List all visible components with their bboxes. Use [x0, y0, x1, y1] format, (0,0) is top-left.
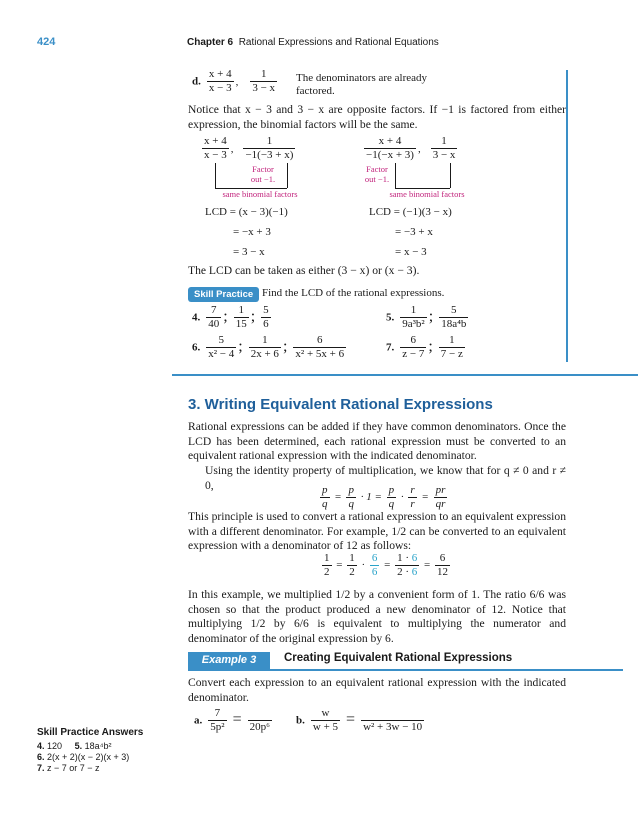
- chapter-title: Rational Expressions and Rational Equations: [238, 37, 439, 48]
- factor-note: Factor out −1.: [364, 164, 390, 184]
- notice-text: Notice that x − 3 and 3 − x are opposite factors. If −1 is factored from either expression, the binomial factors will be the same.: [188, 103, 566, 131]
- lcd-right: LCD = (−1)(3 − x) = −3 + x = x − 3: [369, 206, 452, 258]
- chapter-label: Chapter 6: [187, 37, 234, 48]
- fraction: $\frac{1}{-1(-3 + x)}$: [245, 135, 294, 161]
- example-title: Creating Equivalent Rational Expressions: [284, 652, 513, 664]
- example-part-a: a. $\frac{7}{\text{5p²}}$ = 20p⁶: [194, 707, 270, 733]
- part-d-label: d.: [192, 75, 201, 88]
- part-d-note: The denominators are already factored.: [296, 72, 428, 97]
- right-fractions: $\frac{x + 4}{-1(-x + 3)}$ , $\frac{1}{3 - x}$: [366, 135, 456, 161]
- section-para3: This principle is used to convert a rational expression to an equivalent expression with a different denominator. For example, 1/2 can be converted to an equivalent expression with a denominator of 12 as follows:: [188, 510, 566, 552]
- factor-note: Factor out −1.: [250, 164, 276, 184]
- problem-7: 7. $\frac{6}{z - 7}$ ; $\frac{1}{7 - z}$: [386, 334, 463, 360]
- same-binomial-label: same binomial factors: [222, 189, 298, 199]
- skill-practice-instruction: Find the LCD of the rational expressions.: [262, 287, 445, 299]
- skill-practice-tag: Skill Practice: [188, 287, 259, 302]
- problem-5: 5. $\frac{1}{\text{9a³b²}}$ ; $\frac{5}{\text{18a⁴b}}$: [386, 304, 467, 330]
- section-para4: In this example, we multiplied 1/2 by a convenient form of 1. The ratio 6/6 was chosen so that the product produced a new denominator of 12. Notice that multiplying 1/2 by 6/6 is equivalent to multiplying the numerator and denominator of the original expression by 6.: [188, 588, 566, 645]
- answers-title: Skill Practice Answers: [37, 727, 144, 738]
- example-equation: $\frac{1}{2}$ = $\frac{1}{2}$ · $\frac{6}{6}$ = $\frac{1 \cdot 6}{2 \cdot 6}$ = $\frac{6}{12}$: [324, 552, 448, 578]
- page-number: 424: [37, 36, 56, 48]
- section-divider: [172, 374, 638, 376]
- example-divider: [188, 669, 623, 671]
- part-d: d. $\frac{x + 4}{x - 3}$ , $\frac{1}{3 - x}$: [192, 68, 276, 94]
- left-fractions: $\frac{x + 4}{x - 3}$ , $\frac{1}{-1(-3 + x)}$: [204, 135, 294, 161]
- fraction: $\frac{x + 4}{x - 3}$: [204, 135, 227, 161]
- example-tag: Example 3: [188, 652, 270, 669]
- identity-equation: $\frac{p}{q}$ = $\frac{p}{q}$ · 1 = $\frac{p}{q}$ · $\frac{r}{r}$ = $\frac{pr}{qr}$: [322, 484, 446, 510]
- problem-4: 4. $\frac{7}{40}$ ; $\frac{1}{15}$ ; $\frac{5}{6}$: [192, 304, 269, 330]
- fraction: $\frac{1}{3 - x}$: [432, 135, 456, 161]
- margin-rule: [566, 70, 568, 362]
- problem-6: 6. $\frac{5}{\text{x² − 4}}$ ; $\frac{1}{2x + 6}$ ; $\frac{6}{\text{x² + 5x + 6}}$: [192, 334, 345, 360]
- section-para2: Using the identity property of multiplication, we know that for q ≠ 0 and r ≠ 0,: [205, 464, 566, 492]
- section-para1: Rational expressions can be added if they have common denominators. Once the LCD has been determined, each rational expression must be converted to an equivalent rational expression with the indicated denominator.: [188, 420, 566, 462]
- fraction: $\frac{x + 4}{-1(-x + 3)}$: [366, 135, 414, 161]
- example-instruction: Convert each expression to an equivalent rational expression with the indicated denominator.: [188, 676, 566, 704]
- example-part-b: b. $\frac{w}{w + 5}$ = w² + 3w − 10: [296, 707, 423, 733]
- chapter-header: [187, 37, 439, 48]
- answers-list: 4. 120 5. 18a⁴b² 6. 2(x + 2)(x − 2)(x + 3) 7. z − 7 or 7 − z: [37, 741, 130, 773]
- fraction: $\frac{x + 4}{x - 3}$: [208, 68, 232, 94]
- lcd-left: LCD = (x − 3)(−1) = −x + 3 = 3 − x: [205, 206, 288, 258]
- section-title: 3. Writing Equivalent Rational Expressions: [188, 396, 493, 413]
- same-binomial-label: same binomial factors: [389, 189, 465, 199]
- fraction: $\frac{1}{3 - x}$: [252, 68, 276, 94]
- lcd-conclusion: The LCD can be taken as either (3 − x) or (x − 3).: [188, 264, 420, 277]
